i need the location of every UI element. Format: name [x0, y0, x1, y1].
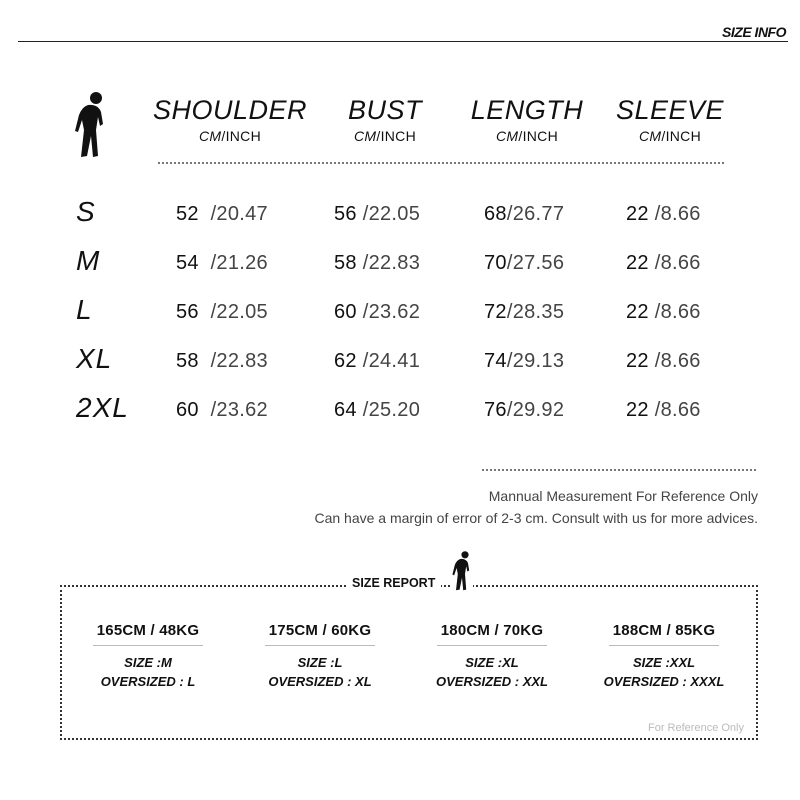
column-header-length: [462, 96, 592, 144]
reference-only-footnote: For Reference Only: [648, 722, 744, 734]
column-name: SHOULDER: [152, 95, 308, 125]
size-report-title: SIZE REPORT: [346, 576, 441, 590]
table-cell: 68/26.77: [484, 203, 565, 225]
table-cell: 56 /22.05: [334, 203, 421, 225]
margin-of-error-note: Can have a margin of error of 2-3 cm. Consult with us for more advices.: [314, 510, 758, 526]
table-cell: 22 /8.66: [626, 301, 701, 323]
size-label: XL: [76, 343, 113, 374]
entry-underline: [93, 645, 203, 646]
column-unit: CM/INCH: [639, 128, 701, 144]
table-cell: 58 /22.83: [334, 252, 421, 274]
table-cell: 76/29.92: [484, 399, 565, 421]
table-cell: 60 /23.62: [334, 301, 421, 323]
standing-person-silhouette-icon: [74, 90, 108, 160]
size-label: S: [76, 196, 96, 227]
table-cell: 56 /22.05: [176, 301, 268, 323]
table-cell: 22 /8.66: [626, 203, 701, 225]
size-label: M: [76, 245, 101, 276]
table-cell: 72/28.35: [484, 301, 565, 323]
table-cell: 74/29.13: [484, 350, 565, 372]
oversized-size: OVERSIZED : XL: [268, 674, 372, 689]
table-cell: 22 /8.66: [626, 399, 701, 421]
size-report-entry: [584, 622, 744, 689]
column-unit: CM/INCH: [199, 128, 261, 144]
recommended-size: SIZE :M: [124, 655, 172, 670]
recommended-size: SIZE :XXL: [632, 655, 696, 670]
table-cell: 22 /8.66: [626, 252, 701, 274]
table-cell: 62 /24.41: [334, 350, 421, 372]
recommended-size: SIZE :XL: [465, 655, 519, 670]
column-header-shoulder: [150, 96, 310, 144]
oversized-size: OVERSIZED : L: [100, 674, 196, 689]
height-weight: 188CM / 85KG: [612, 622, 716, 639]
column-name: BUST: [347, 95, 422, 125]
column-name: LENGTH: [470, 95, 584, 125]
size-report-entry: [412, 622, 572, 689]
column-header-bust: [320, 96, 450, 144]
size-report-entry: [240, 622, 400, 689]
size-info-title: SIZE INFO: [722, 24, 786, 40]
standing-person-silhouette-icon: [451, 550, 473, 592]
table-cell: 52 /20.47: [176, 203, 268, 225]
column-header-sleeve: [605, 96, 735, 144]
table-cell: 54 /21.26: [176, 252, 268, 274]
table-cell: 22 /8.66: [626, 350, 701, 372]
height-weight: 165CM / 48KG: [96, 622, 200, 639]
table-cell: 60 /23.62: [176, 399, 268, 421]
top-divider: [18, 41, 788, 42]
size-label: L: [76, 294, 93, 325]
height-weight: 180CM / 70KG: [440, 622, 544, 639]
notes-dotted-divider: [482, 469, 756, 471]
column-name: SLEEVE: [615, 95, 725, 125]
size-label: 2XL: [76, 392, 129, 423]
oversized-size: OVERSIZED : XXL: [436, 674, 548, 689]
size-report-entry: [68, 622, 228, 689]
table-cell: 58 /22.83: [176, 350, 268, 372]
height-weight: 175CM / 60KG: [268, 622, 372, 639]
oversized-size: OVERSIZED : XXXL: [603, 674, 725, 689]
recommended-size: SIZE :L: [297, 655, 343, 670]
column-unit: CM/INCH: [354, 128, 416, 144]
measurement-note: Mannual Measurement For Reference Only: [488, 488, 758, 504]
column-unit: CM/INCH: [496, 128, 558, 144]
entry-underline: [437, 645, 547, 646]
table-cell: 64 /25.20: [334, 399, 421, 421]
entry-underline: [265, 645, 375, 646]
entry-underline: [609, 645, 719, 646]
table-cell: 70/27.56: [484, 252, 565, 274]
header-dotted-divider: [158, 162, 724, 164]
